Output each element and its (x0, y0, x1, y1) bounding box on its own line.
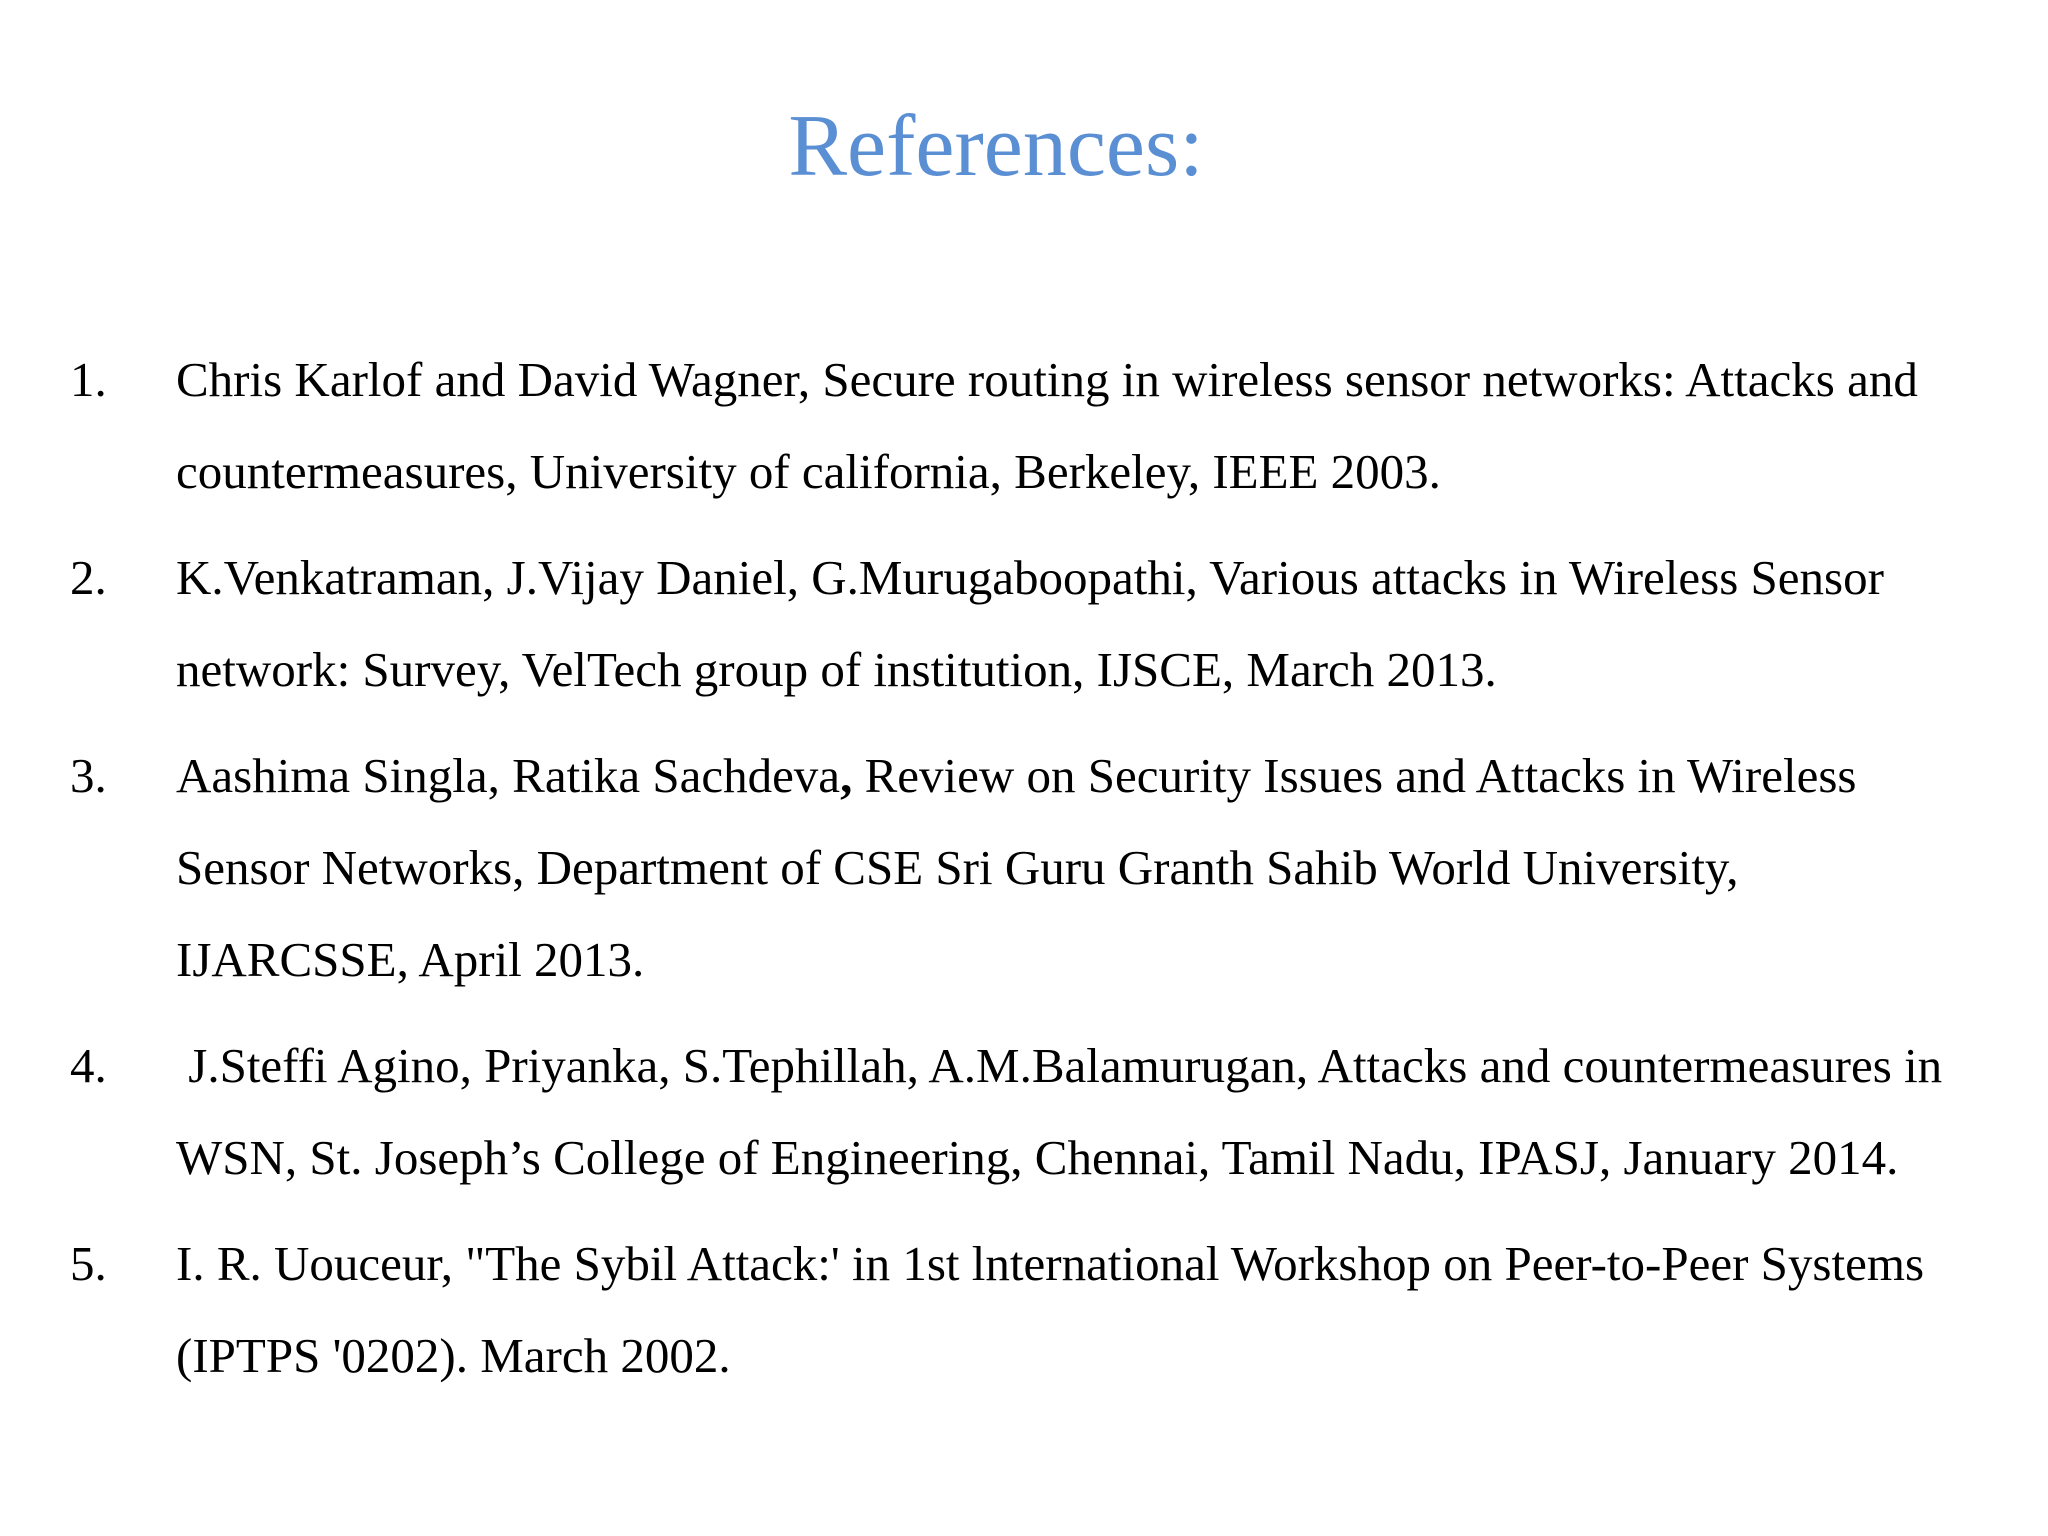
reference-text: Chris Karlof and David Wagner, Secure routing in wireless sensor networks: Attacks and countermeasures, University of california, Berkeley, IEEE 2003. (176, 352, 1918, 499)
reference-text: J.Steffi Agino, Priyanka, S.Tephillah, A.M.Balamurugan, Attacks and countermeasures in WSN, St. Joseph’s College of Engineering, Chennai, Tamil Nadu, IPASJ, January 2014. (176, 1038, 1954, 1185)
reference-number: 5. (70, 1236, 107, 1291)
reference-details: Review on Security Issues and Attacks in Wireless Sensor Networks, Department of CSE Sri Guru Granth Sahib World University, IJARCSSE, April 2013. (176, 748, 1857, 987)
reference-text (176, 748, 1856, 987)
list-item (70, 730, 1970, 1006)
reference-number: 1. (70, 352, 107, 407)
list-item (70, 1218, 1970, 1402)
list-item (70, 532, 1970, 716)
reference-number: 3. (70, 748, 107, 803)
list-item (70, 334, 1970, 518)
reference-list (70, 334, 1970, 1416)
reference-text: I. R. Uouceur, "The Sybil Attack:' in 1st lnternational Workshop on Peer-to-Peer Systems (IPTPS '0202). March 2002. (176, 1236, 1925, 1383)
reference-number: 2. (70, 550, 107, 605)
page-title: References: (788, 98, 1204, 195)
list-item (70, 1020, 1970, 1204)
reference-number: 4. (70, 1038, 107, 1093)
reference-bold-comma: , (840, 748, 853, 803)
reference-authors: Aashima Singla, Ratika Sachdeva (176, 748, 841, 803)
reference-text: K.Venkatraman, J.Vijay Daniel, G.Murugaboopathi, Various attacks in Wireless Sensor network: Survey, VelTech group of institution, IJSCE, March 2013. (176, 550, 1884, 697)
